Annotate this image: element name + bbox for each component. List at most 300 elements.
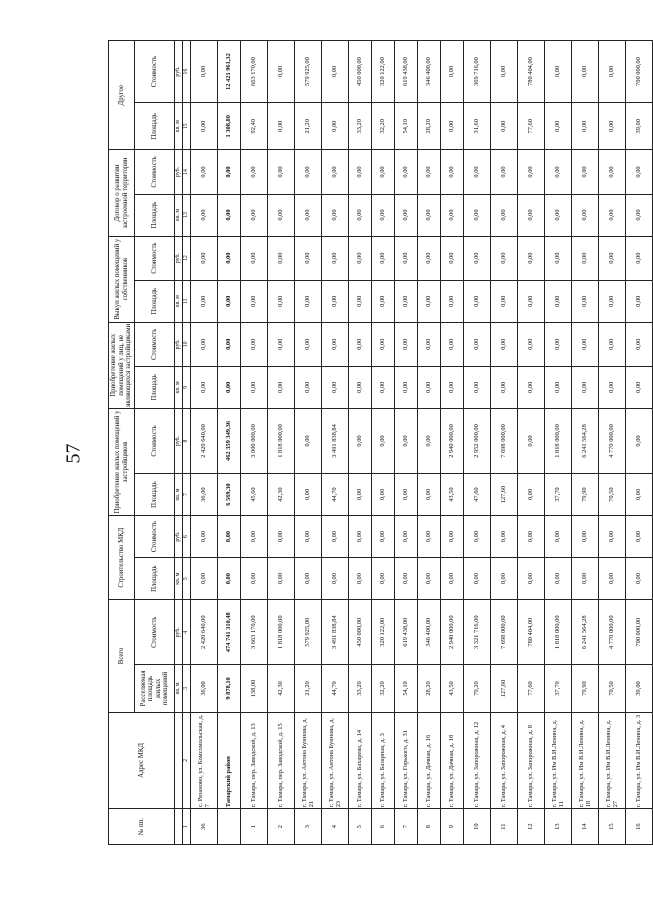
table-cell: 37,70 <box>545 474 572 516</box>
table-cell: 0,00 <box>626 516 653 558</box>
table-cell: 1 308,80 <box>218 103 241 150</box>
table-cell: 70,50 <box>599 665 626 712</box>
table-cell: 0,00 <box>518 408 545 473</box>
row-address: г. Тамара, ул. Антона Буинова, д. 21 <box>295 712 322 809</box>
subheader-cost: Стоимость <box>135 408 175 473</box>
table-cell: 0,00 <box>441 280 464 322</box>
table-cell: 450 000,00 <box>349 41 372 103</box>
column-number: 9 <box>183 366 191 408</box>
table-cell: 0,00 <box>395 516 418 558</box>
table-cell: 0,00 <box>518 516 545 558</box>
table-cell: 1 818 000,00 <box>545 408 572 473</box>
table-cell: 0,00 <box>599 236 626 280</box>
table-cell: 0,00 <box>295 194 322 236</box>
table-cell: 0,00 <box>572 516 599 558</box>
table-cell: 450 000,00 <box>349 600 372 665</box>
table-cell: 0,00 <box>218 194 241 236</box>
row-address: г. Тамара, ул. Бахарева, д. 14 <box>349 712 372 809</box>
table-cell: 2 952 000,00 <box>464 408 491 473</box>
unit-cell <box>175 712 183 809</box>
table-cell: 44,70 <box>322 474 349 516</box>
row-address: г. Тамара, ул. Запорожная, д. 8 <box>518 712 545 809</box>
table-cell: 0,00 <box>518 322 545 366</box>
table-cell: 0,00 <box>491 322 518 366</box>
table-cell: 0,00 <box>626 408 653 473</box>
table-cell: 0,00 <box>322 41 349 103</box>
table-cell: 0,00 <box>545 280 572 322</box>
column-number: 1 <box>183 809 191 845</box>
table-cell: 0,00 <box>464 236 491 280</box>
table-cell: 0,00 <box>418 150 441 194</box>
row-address: г. Тамара, ул. Дачная, д. 16 <box>418 712 441 809</box>
unit-sqm: кв. м <box>175 474 183 516</box>
table-cell: 47,60 <box>464 474 491 516</box>
table-cell: 0,00 <box>191 150 218 194</box>
table-cell: 0,00 <box>218 150 241 194</box>
table-cell: 0,00 <box>349 322 372 366</box>
table-cell: 28,20 <box>418 665 441 712</box>
row-number: 4 <box>322 809 349 845</box>
table-cell: 0,00 <box>372 516 395 558</box>
unit-sqm: кв. м <box>175 194 183 236</box>
table-cell: 0,00 <box>464 516 491 558</box>
table-cell: 43,50 <box>441 474 464 516</box>
table-cell: 92,40 <box>241 103 268 150</box>
table-cell: 0,00 <box>349 516 372 558</box>
table-cell: 0,00 <box>218 322 241 366</box>
table-cell: 0,00 <box>349 150 372 194</box>
table-cell: 0,00 <box>372 194 395 236</box>
row-address: г. Тамара, ул. Запорожная, д. 12 <box>464 712 491 809</box>
header-total: Всего <box>109 600 135 712</box>
table-cell: 0,00 <box>464 366 491 408</box>
table-cell: 0,00 <box>268 150 295 194</box>
table-cell: 0,00 <box>322 558 349 600</box>
table-cell: 0,00 <box>191 41 218 103</box>
table-cell: 0,00 <box>572 194 599 236</box>
table-cell: 0,00 <box>626 194 653 236</box>
table-cell: 77,60 <box>518 665 545 712</box>
table-cell: 0,00 <box>599 516 626 558</box>
table-cell: 79,90 <box>572 665 599 712</box>
table-cell: 0,00 <box>372 236 395 280</box>
table-cell: 579 925,00 <box>295 41 322 103</box>
table-cell: 0,00 <box>441 150 464 194</box>
table-cell: 0,00 <box>626 236 653 280</box>
table-cell: 0,00 <box>322 150 349 194</box>
table-cell: 79,20 <box>464 665 491 712</box>
header-num: № пп. <box>109 809 175 845</box>
table-row <box>599 41 626 845</box>
table-cell: 7 698 000,00 <box>491 408 518 473</box>
table-cell: 0,00 <box>191 103 218 150</box>
table-cell: 0,00 <box>295 516 322 558</box>
table-cell: 0,00 <box>395 474 418 516</box>
column-number: 5 <box>183 558 191 600</box>
table-cell: 780 404,00 <box>518 600 545 665</box>
table-cell: 2 940 000,00 <box>441 408 464 473</box>
table-cell: 0,00 <box>295 366 322 408</box>
table-cell: 0,00 <box>395 558 418 600</box>
table-cell: 0,00 <box>349 558 372 600</box>
table-cell: 0,00 <box>418 408 441 473</box>
table-cell: 0,00 <box>241 150 268 194</box>
table-cell: 0,00 <box>464 280 491 322</box>
row-number: 13 <box>545 809 572 845</box>
table-cell: 3 663 170,00 <box>241 600 268 665</box>
table-cell: 0,00 <box>441 194 464 236</box>
table-cell: 0,00 <box>599 280 626 322</box>
row-address: г. Тамара, ул. Запорожная, д. 4 <box>491 712 518 809</box>
table-cell: 12 421 961,32 <box>218 41 241 103</box>
column-number: 14 <box>183 150 191 194</box>
subheader-area: Площадь <box>135 194 175 236</box>
table-cell: 127,60 <box>491 474 518 516</box>
table-row <box>295 41 322 845</box>
table-cell: 700 000,00 <box>626 41 653 103</box>
table-cell: 0,00 <box>599 194 626 236</box>
row-address: г. Тамара, ул. Им В.И.Ленина, д. 18 <box>572 712 599 809</box>
table-cell: 39,00 <box>626 103 653 150</box>
table-cell: 0,00 <box>218 236 241 280</box>
table-cell: 0,00 <box>491 558 518 600</box>
table-cell: 0,00 <box>295 280 322 322</box>
table-row <box>218 41 241 845</box>
table-cell: 0,00 <box>518 558 545 600</box>
table-cell: 0,00 <box>349 366 372 408</box>
table-cell: 3 000 000,00 <box>241 408 268 473</box>
table-cell: 54,10 <box>395 665 418 712</box>
unit-rub: руб. <box>175 236 183 280</box>
table-cell: 0,00 <box>191 280 218 322</box>
table-cell: 0,00 <box>518 150 545 194</box>
table-cell: 0,00 <box>441 516 464 558</box>
table-cell: 6 241 564,28 <box>572 600 599 665</box>
unit-sqm: кв. м <box>175 280 183 322</box>
table-cell: 77,60 <box>518 103 545 150</box>
table-cell: 0,00 <box>418 236 441 280</box>
header-acquisition-non-developers: Приобретение жилых помещений у лиц, не являющихся застройщиками <box>109 322 135 408</box>
page-number: 57 <box>62 443 85 464</box>
table-cell: 0,00 <box>599 322 626 366</box>
table-cell: 0,00 <box>491 236 518 280</box>
table-cell: 0,00 <box>572 41 599 103</box>
column-number: 10 <box>183 322 191 366</box>
column-number-row <box>183 41 191 845</box>
table-cell: 320 122,00 <box>372 41 395 103</box>
row-address: г. Тамара, ул. Горького, д. 31 <box>395 712 418 809</box>
table-row <box>349 41 372 845</box>
unit-rub: руб. <box>175 600 183 665</box>
table-row <box>518 41 545 845</box>
table-cell: 0,00 <box>518 194 545 236</box>
table-cell: 0,00 <box>268 558 295 600</box>
subheader-cost: Стоимость <box>135 150 175 194</box>
row-number: 15 <box>599 809 626 845</box>
unit-sqm: кв. м <box>175 366 183 408</box>
table-cell: 0,00 <box>491 366 518 408</box>
column-number: 13 <box>183 194 191 236</box>
table-cell: 44,70 <box>322 665 349 712</box>
unit-rub: руб. <box>175 322 183 366</box>
table-cell: 9 878,10 <box>218 665 241 712</box>
table-cell: 780 404,00 <box>518 41 545 103</box>
column-number: 4 <box>183 600 191 665</box>
table-cell: 3 491 838,84 <box>322 600 349 665</box>
table-cell: 0,00 <box>372 558 395 600</box>
row-number: 1 <box>241 809 268 845</box>
row-number: 2 <box>268 809 295 845</box>
table-cell: 0,00 <box>322 194 349 236</box>
table-cell: 1 818 000,00 <box>268 600 295 665</box>
table-cell: 0,00 <box>349 408 372 473</box>
table-cell: 0,00 <box>626 322 653 366</box>
subheader-total-cost: Стоимость <box>135 600 175 665</box>
table-cell: 0,00 <box>395 408 418 473</box>
table-cell: 0,00 <box>418 474 441 516</box>
table-cell: 0,00 <box>418 194 441 236</box>
column-number: 15 <box>183 103 191 150</box>
table-cell: 79,90 <box>572 474 599 516</box>
table-cell: 32,20 <box>372 103 395 150</box>
table-cell: 0,00 <box>545 41 572 103</box>
table-cell: 4 770 000,00 <box>599 408 626 473</box>
table-cell: 346 400,00 <box>418 41 441 103</box>
table-cell: 0,00 <box>418 558 441 600</box>
row-address: г. Тамара, пер. Заводской, д. 15 <box>268 712 295 809</box>
table-cell: 0,00 <box>441 366 464 408</box>
table-cell: 0,00 <box>322 236 349 280</box>
table-cell: 54,10 <box>395 103 418 150</box>
table-cell: 2 940 000,00 <box>441 600 464 665</box>
table-cell: 2 420 640,00 <box>191 408 218 473</box>
table-cell: 0,00 <box>268 322 295 366</box>
table-cell: 0,00 <box>241 516 268 558</box>
table-cell: 0,00 <box>572 366 599 408</box>
table-cell: 2 420 640,00 <box>191 600 218 665</box>
table-cell: 0,00 <box>545 103 572 150</box>
table-cell: 579 925,00 <box>295 600 322 665</box>
table-cell: 0,00 <box>268 366 295 408</box>
table-cell: 1 818 000,00 <box>268 408 295 473</box>
table-cell: 0,00 <box>626 280 653 322</box>
table-row <box>441 41 464 845</box>
row-address: г. Тамара, ул. Им В.И.Ленина, д. 27 <box>599 712 626 809</box>
table-cell: 0,00 <box>268 103 295 150</box>
table-cell: 39,00 <box>626 665 653 712</box>
row-address: г. Тамара, ул. Им В.И.Ленина, д. 11 <box>545 712 572 809</box>
table-cell: 0,00 <box>322 280 349 322</box>
table-cell: 138,00 <box>241 665 268 712</box>
table-cell: 0,00 <box>572 280 599 322</box>
table-cell: 0,00 <box>268 280 295 322</box>
table-cell: 21,20 <box>295 665 322 712</box>
table-cell: 0,00 <box>241 280 268 322</box>
table-cell: 0,00 <box>626 474 653 516</box>
table-cell: 0,00 <box>241 236 268 280</box>
subheader-cost: Стоимость <box>135 516 175 558</box>
subheader-cost: Стоимость <box>135 41 175 103</box>
table-cell: 31,60 <box>464 103 491 150</box>
table-cell: 619 438,00 <box>395 41 418 103</box>
table-cell: 0,00 <box>545 236 572 280</box>
table-cell: 320 122,00 <box>372 600 395 665</box>
table-row <box>322 41 349 845</box>
table-cell: 127,60 <box>491 665 518 712</box>
table-cell: 0,00 <box>418 366 441 408</box>
table-cell: 0,00 <box>545 194 572 236</box>
table-cell: 0,00 <box>599 150 626 194</box>
table-cell: 0,00 <box>241 366 268 408</box>
table-cell: 0,00 <box>464 194 491 236</box>
row-number: 11 <box>491 809 518 845</box>
row-address: г. Тамара, ул. Им В.И.Ленина, д. 3 <box>626 712 653 809</box>
column-number: 16 <box>183 41 191 103</box>
table-cell: 43,50 <box>441 665 464 712</box>
column-number: 12 <box>183 236 191 280</box>
table-cell: 0,00 <box>395 236 418 280</box>
subheader-cost: Стоимость <box>135 322 175 366</box>
table-cell: 0,00 <box>322 516 349 558</box>
table-cell: 0,00 <box>322 103 349 150</box>
row-address: г. Тамара, ул. Базарная, д. 3 <box>372 712 395 809</box>
row-number: 12 <box>518 809 545 845</box>
header-address: Адрес МКД <box>109 712 175 809</box>
table-cell: 0,00 <box>518 236 545 280</box>
row-number: 8 <box>418 809 441 845</box>
subheader-area: Площадь <box>135 103 175 150</box>
table-row <box>464 41 491 845</box>
table-cell: 0,00 <box>395 280 418 322</box>
table-cell: 0,00 <box>349 280 372 322</box>
table-cell: 36,00 <box>191 665 218 712</box>
unit-rub: руб. <box>175 150 183 194</box>
table-cell: 28,20 <box>418 103 441 150</box>
table-cell: 0,00 <box>418 516 441 558</box>
row-address: г. Тамара, ул. Дачная, д. 18 <box>441 712 464 809</box>
table-cell: 45,60 <box>241 474 268 516</box>
table-cell: 0,00 <box>295 408 322 473</box>
table-cell: 0,00 <box>241 558 268 600</box>
table-cell: 474 741 310,48 <box>218 600 241 665</box>
unit-sqm: кв. м <box>175 558 183 600</box>
table-cell: 0,00 <box>491 516 518 558</box>
subheader-area: Площадь <box>135 474 175 516</box>
table-cell: 0,00 <box>491 194 518 236</box>
table-cell: 663 170,00 <box>241 41 268 103</box>
table-cell: 0,00 <box>491 41 518 103</box>
row-number: 6 <box>372 809 395 845</box>
table-row <box>491 41 518 845</box>
header-other: Другое <box>109 41 135 150</box>
table-cell: 0,00 <box>295 150 322 194</box>
table-cell: 0,00 <box>372 408 395 473</box>
table-cell: 0,00 <box>349 194 372 236</box>
table-cell: 0,00 <box>626 558 653 600</box>
table-cell: 4 770 000,00 <box>599 600 626 665</box>
table-row <box>626 41 653 845</box>
table-cell: 0,00 <box>349 236 372 280</box>
table-cell: 0,00 <box>268 516 295 558</box>
column-number: 11 <box>183 280 191 322</box>
table-cell: 0,00 <box>191 236 218 280</box>
table-cell: 0,00 <box>241 322 268 366</box>
row-number: 10 <box>464 809 491 845</box>
table-cell: 0,00 <box>372 322 395 366</box>
table-cell: 0,00 <box>418 322 441 366</box>
table-cell: 0,00 <box>395 322 418 366</box>
table-row <box>191 41 218 845</box>
table-cell: 0,00 <box>295 474 322 516</box>
table-cell: 0,00 <box>518 280 545 322</box>
table-row <box>268 41 295 845</box>
header-construction: Строительство МКД <box>109 516 135 600</box>
row-address: с. Рязаново, ул. Комсомольская, д. 7 <box>191 712 218 809</box>
table-cell: 0,00 <box>191 558 218 600</box>
table-cell: 0,00 <box>372 474 395 516</box>
table-cell: 0,00 <box>545 366 572 408</box>
table-cell: 42,30 <box>268 474 295 516</box>
row-address: г. Тамара, пер. Заводской, д. 13 <box>241 712 268 809</box>
unit-sqm: кв. м <box>175 665 183 712</box>
table-cell: 0,00 <box>441 236 464 280</box>
table-cell: 0,00 <box>572 236 599 280</box>
table-cell: 462 359 349,36 <box>218 408 241 473</box>
table-cell: 0,00 <box>518 474 545 516</box>
table-cell: 0,00 <box>491 103 518 150</box>
table-row <box>372 41 395 845</box>
table-cell: 0,00 <box>518 366 545 408</box>
table-cell: 42,30 <box>268 665 295 712</box>
table-cell: 0,00 <box>191 366 218 408</box>
table-cell: 0,00 <box>395 194 418 236</box>
unit-sqm: кв. м <box>175 103 183 150</box>
table-cell: 0,00 <box>572 150 599 194</box>
table-cell: 0,00 <box>395 366 418 408</box>
table-cell: 36,00 <box>191 474 218 516</box>
subheader-cost: Стоимость <box>135 236 175 280</box>
table-cell: 0,00 <box>418 280 441 322</box>
header-buyout: Выкуп жилых помещений у собственников <box>109 236 135 322</box>
table-cell: 0,00 <box>599 558 626 600</box>
row-address: Тамарский район <box>218 712 241 809</box>
table-cell: 7 698 000,00 <box>491 600 518 665</box>
row-number: 36 <box>191 809 218 845</box>
table-cell: 33,20 <box>349 665 372 712</box>
unit-cell <box>175 809 183 845</box>
column-number: 3 <box>183 665 191 712</box>
table-row <box>545 41 572 845</box>
subheader-area: Площадь <box>135 366 175 408</box>
table-cell: 0,00 <box>268 194 295 236</box>
table-cell: 0,00 <box>191 322 218 366</box>
table-cell: 0,00 <box>464 558 491 600</box>
table-cell: 0,00 <box>295 236 322 280</box>
table-cell: 0,00 <box>545 150 572 194</box>
table-cell: 0,00 <box>395 150 418 194</box>
table-cell: 33,20 <box>349 103 372 150</box>
table-cell: 619 438,00 <box>395 600 418 665</box>
table-cell: 0,00 <box>491 150 518 194</box>
table-cell: 6 569,30 <box>218 474 241 516</box>
table-cell: 3 321 716,00 <box>464 600 491 665</box>
table-cell: 0,00 <box>572 103 599 150</box>
table-cell: 0,00 <box>464 322 491 366</box>
column-number: 2 <box>183 712 191 809</box>
subheader-area: Площадь <box>135 558 175 600</box>
table-cell: 700 000,00 <box>626 600 653 665</box>
subheader-area: Площадь <box>135 280 175 322</box>
